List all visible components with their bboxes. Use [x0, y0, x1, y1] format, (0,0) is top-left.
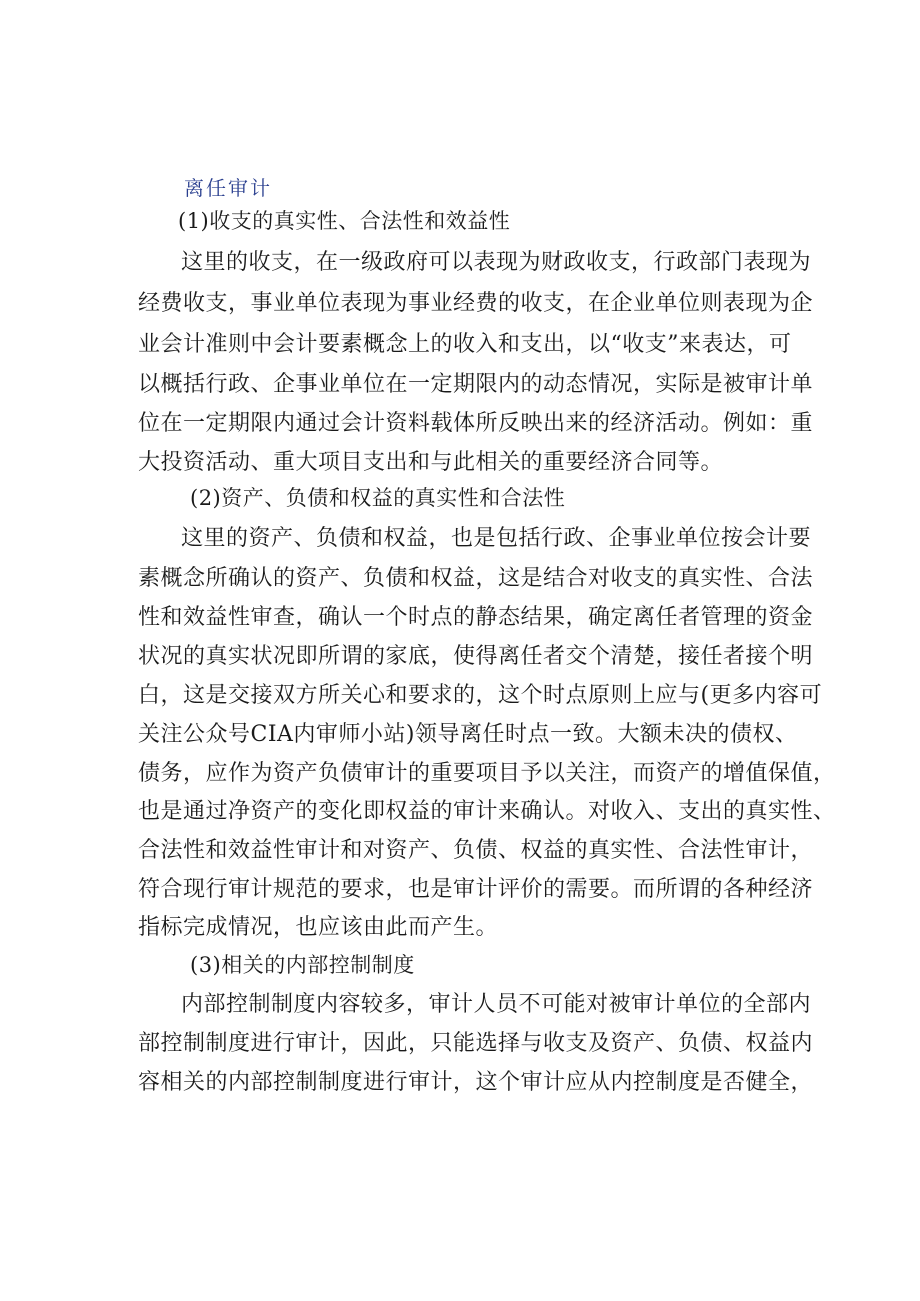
paragraph-line: 白，这是交接双方所关心和要求的，这个时点原则上应与(更多内容可 [138, 683, 823, 708]
paragraph-line: 大投资活动、重大项目支出和与此相关的重要经济合同等。 [138, 450, 724, 475]
paragraph-line: 状况的真实状况即所谓的家底，使得离任者交个清楚，接任者接个明 [138, 644, 814, 669]
section-heading-3: (3)相关的内部控制制度 [190, 953, 415, 977]
paragraph-line: 指标完成情况，也应该由此而产生。 [138, 915, 499, 940]
paragraph-line: 也是通过净资产的变化即权益的审计来确认。对收入、支出的真实性、 [138, 799, 836, 824]
paragraph-line: 经费收支，事业单位表现为事业经费的收支，在企业单位则表现为企 [138, 291, 814, 316]
paragraph-line: 性和效益性审查，确认一个时点的静态结果，确定离任者管理的资金 [138, 605, 814, 630]
paragraph-line: 合法性和效益性审计和对资产、负债、权益的真实性、合法性审计， [138, 838, 814, 863]
section-heading-2: (2)资产、负债和权益的真实性和合法性 [190, 486, 566, 510]
paragraph-line: 债务，应作为资产负债审计的重要项目予以关注，而资产的增值保值， [138, 761, 836, 786]
paragraph-line: 关注公众号CIA内审师小站)领导离任时点一致。大额未决的债权、 [138, 722, 798, 747]
paragraph-line: 内部控制制度内容较多，审计人员不可能对被审计单位的全部内 [181, 992, 812, 1017]
paragraph-line: 素概念所确认的资产、负债和权益，这是结合对收支的真实性、合法 [138, 566, 814, 591]
paragraph-line: 容相关的内部控制制度进行审计，这个审计应从内控制度是否健全， [138, 1070, 814, 1095]
paragraph-line: 位在一定期限内通过会计资料载体所反映出来的经济活动。例如：重 [138, 411, 814, 436]
section-heading-1: (1)收支的真实性、合法性和效益性 [178, 209, 511, 233]
paragraph-line: 这里的收支，在一级政府可以表现为财政收支，行政部门表现为 [181, 250, 812, 275]
paragraph-line: 部控制制度进行审计，因此，只能选择与收支及资产、负债、权益内 [138, 1031, 814, 1056]
paragraph-line: 业会计准则中会计要素概念上的收入和支出，以“收支”来表达，可 [138, 332, 792, 357]
paragraph-line: 符合现行审计规范的要求，也是审计评价的需要。而所谓的各种经济 [138, 877, 814, 902]
paragraph-line: 以概括行政、企事业单位在一定期限内的动态情况，实际是被审计单 [138, 372, 814, 397]
paragraph-line: 这里的资产、负债和权益，也是包括行政、企事业单位按会计要 [181, 526, 812, 551]
document-header-title: 离任审计 [184, 176, 272, 200]
